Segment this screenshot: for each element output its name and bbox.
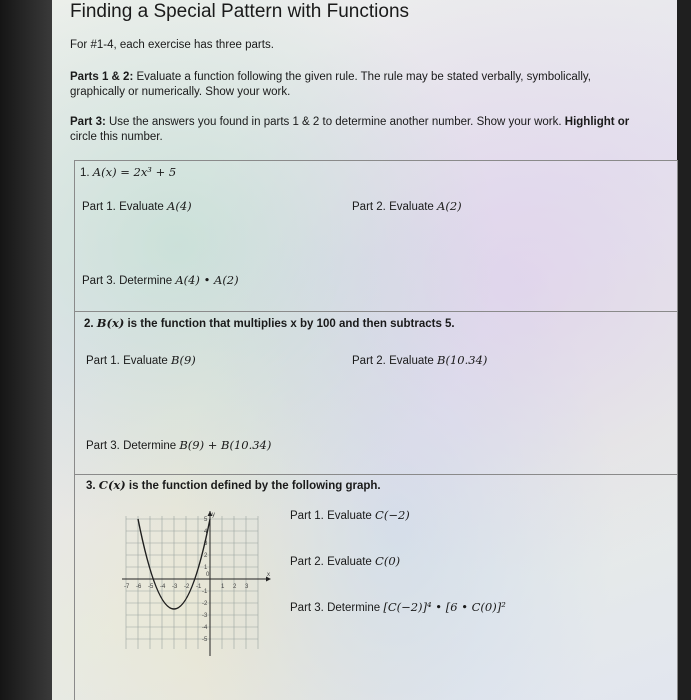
parts12-text1: Evaluate a function following the given rule. The rule may be stated verbally, symbolically,	[133, 71, 591, 83]
x-tick-label: 2	[233, 584, 237, 590]
parts12-label: Parts 1 & 2:	[70, 71, 134, 83]
x-tick-label: -3	[172, 584, 178, 590]
exercise-3-number: 3.	[86, 480, 96, 492]
x-tick-label: -2	[184, 584, 190, 590]
part3-text1: Use the answers you found in parts 1 & 2 to determine another number. Show your work.	[105, 116, 565, 128]
part3-text2: circle this number.	[70, 131, 163, 143]
exercise-2-part2-label: Part 2. Evaluate	[352, 355, 438, 367]
page-title: Finding a Special Pattern with Functions	[70, 1, 410, 22]
left-shadow	[0, 0, 52, 700]
exercise-3-func-name: C(x)	[98, 478, 126, 492]
exercise-1-part1	[82, 199, 192, 215]
y-tick-label: -3	[202, 613, 208, 619]
y-tick-label: -1	[202, 589, 208, 595]
exercise-3-part2-label: Part 2. Evaluate	[290, 556, 376, 568]
exercise-3-part1	[290, 508, 410, 524]
exercise-3-func-text: is the function defined by the following graph.	[125, 480, 381, 492]
exercise-1-number: 1.	[80, 167, 90, 179]
y-tick-label: 2	[204, 553, 208, 559]
y-tick-label: -2	[202, 601, 208, 607]
exercise-1-header	[80, 165, 176, 181]
exercise-2-part3	[86, 438, 271, 454]
y-tick-label: 5	[204, 517, 208, 523]
exercise-1-part1-expr: A(4)	[167, 199, 192, 213]
intro-text: For #1-4, each exercise has three parts.	[70, 39, 274, 51]
worksheet-page	[52, 0, 677, 700]
exercise-1-function: A(x) = 2x³ + 5	[92, 165, 177, 179]
exercise-1-box	[74, 160, 678, 312]
exercise-3-part2	[290, 554, 400, 570]
exercise-2-part2-expr: B(10.34)	[437, 353, 488, 367]
y-tick-label: 4	[204, 529, 208, 535]
part3-instructions	[70, 115, 629, 145]
exercise-2-header	[84, 316, 455, 332]
function-graph	[122, 511, 272, 661]
x-axis-label: x	[267, 572, 270, 578]
exercise-1-part2-label: Part 2. Evaluate	[352, 201, 438, 213]
exercise-2-func-text: is the function that multiplies x by 100 and then subtracts 5.	[124, 318, 455, 330]
x-tick-label: 3	[245, 584, 249, 590]
y-tick-label: 1	[204, 565, 208, 571]
origin-label: 0	[206, 572, 210, 578]
exercise-3-part3-expr: [C(−2)]⁴ • [6 • C(0)]²	[383, 600, 506, 614]
parts12-instructions	[70, 70, 591, 100]
exercise-1-part3-label: Part 3. Determine	[82, 275, 176, 287]
right-shadow	[677, 0, 691, 700]
exercise-1-part3-expr: A(4) • A(2)	[175, 273, 239, 287]
y-tick-label: -5	[202, 637, 208, 643]
exercise-1-part3	[82, 273, 239, 289]
y-axis-label: y	[212, 512, 215, 518]
exercise-1-part2-expr: A(2)	[437, 199, 462, 213]
exercise-2-part3-expr: B(9) + B(10.34)	[179, 438, 272, 452]
y-tick-label: -4	[202, 625, 208, 631]
exercise-3-part1-expr: C(−2)	[375, 508, 410, 522]
exercise-3-part3-label: Part 3. Determine	[290, 602, 384, 614]
x-tick-label: -1	[196, 584, 202, 590]
x-tick-label: 1	[221, 584, 225, 590]
graph-grid	[126, 516, 258, 649]
x-tick-label: -4	[160, 584, 166, 590]
exercise-1-part1-label: Part 1. Evaluate	[82, 201, 168, 213]
x-tick-label: -5	[148, 584, 154, 590]
y-tick-label: 3	[204, 541, 208, 547]
exercise-3-part2-expr: C(0)	[375, 554, 401, 568]
exercise-3-header	[86, 478, 381, 494]
exercise-1-part2	[352, 199, 462, 215]
parts12-text2: graphically or numerically. Show your work.	[70, 86, 291, 98]
exercise-2-part1-expr: B(9)	[171, 353, 196, 367]
x-tick-label: -6	[136, 584, 142, 590]
exercise-2-part1	[86, 353, 196, 369]
exercise-2-func-name: B(x)	[96, 316, 125, 330]
exercise-3-part3	[290, 600, 506, 616]
x-tick-label: -7	[124, 584, 130, 590]
part3-highlight: Highlight or	[564, 116, 630, 128]
part3-label: Part 3:	[70, 116, 106, 128]
exercise-2-part1-label: Part 1. Evaluate	[86, 355, 172, 367]
exercise-2-part2	[352, 353, 487, 369]
exercise-2-part3-label: Part 3. Determine	[86, 440, 180, 452]
exercise-3-part1-label: Part 1. Evaluate	[290, 510, 376, 522]
exercise-2-number: 2.	[84, 318, 94, 330]
